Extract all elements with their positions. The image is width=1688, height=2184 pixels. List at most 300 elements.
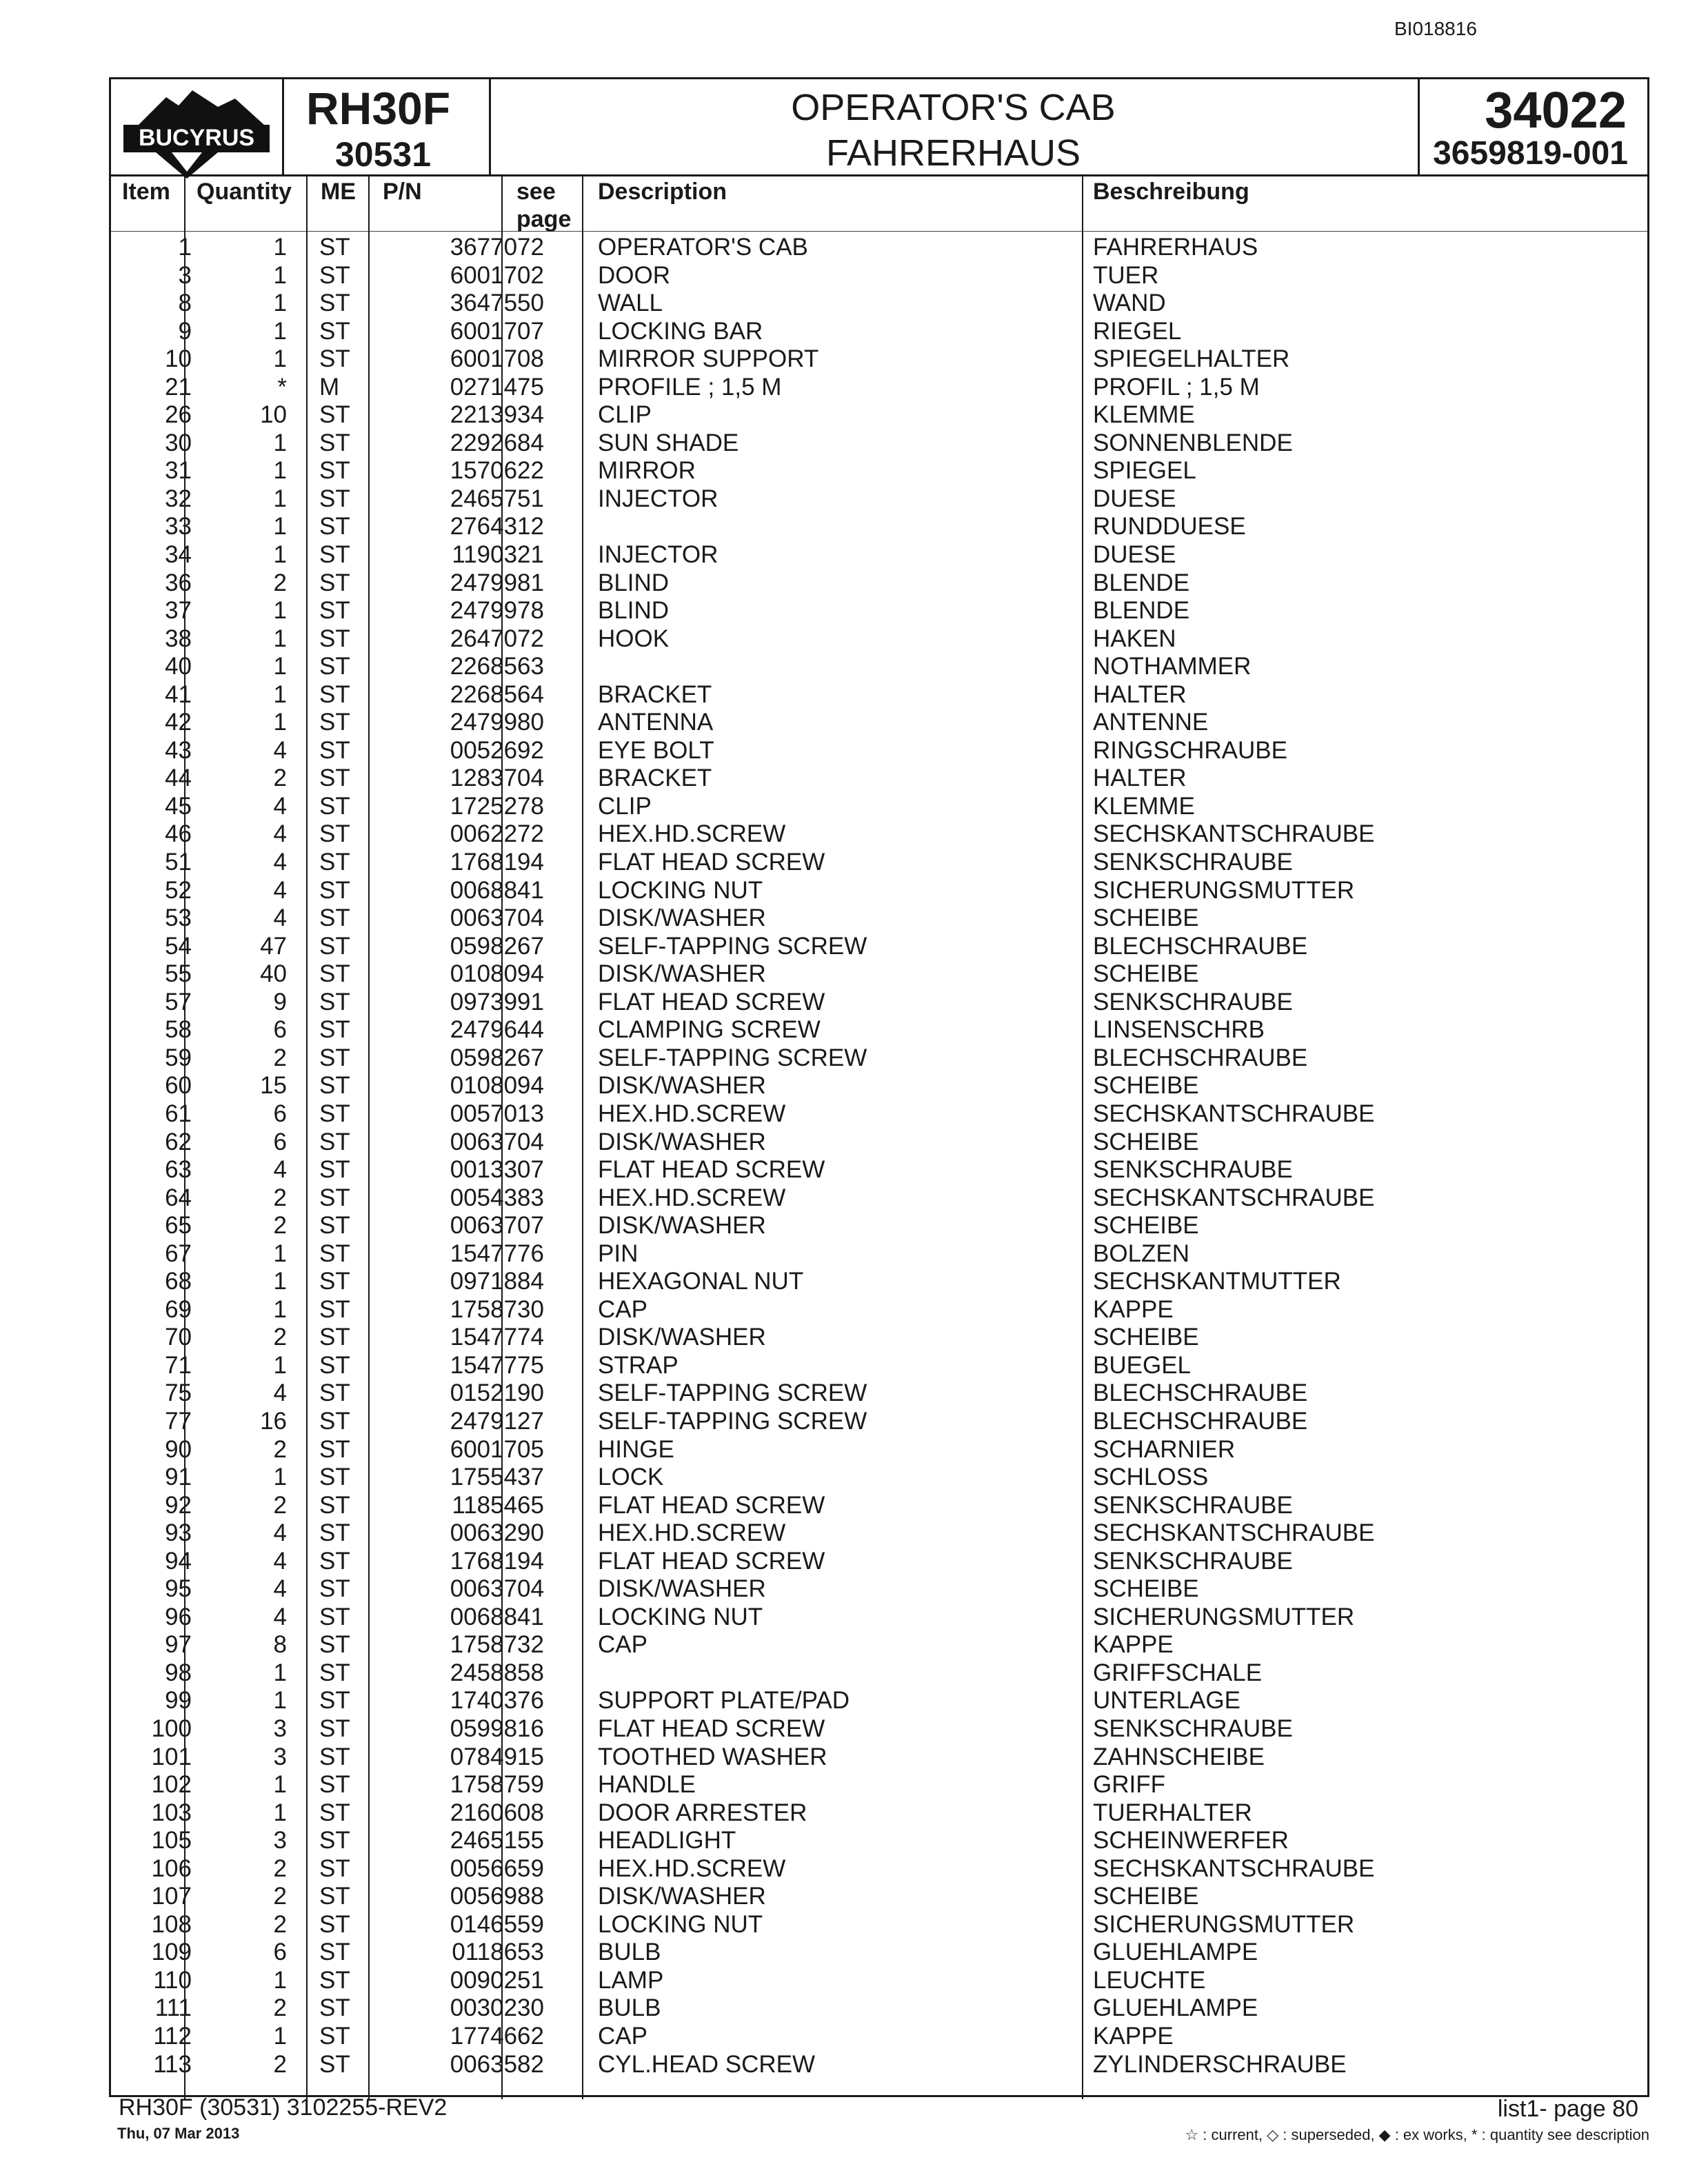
cell-pn: 0090251: [450, 1966, 544, 1994]
cell-description: LOCK: [598, 1464, 664, 1491]
cell-quantity: 4: [273, 904, 287, 932]
cell-quantity: 1: [273, 597, 287, 625]
table-row: [111, 1464, 1647, 1492]
cell-beschreibung: GLUEHLAMPE: [1093, 1994, 1258, 2022]
cell-me: ST: [319, 401, 350, 429]
table-row: [111, 485, 1647, 514]
cell-me: ST: [319, 1156, 350, 1184]
table-row: [111, 1016, 1647, 1044]
cell-description: LAMP: [598, 1966, 664, 1994]
cell-beschreibung: SCHEIBE: [1093, 1128, 1199, 1155]
cell-item: 71: [165, 1351, 192, 1379]
cell-quantity: 40: [260, 960, 287, 988]
cell-pn: 1547776: [450, 1240, 544, 1267]
cell-item: 107: [151, 1883, 192, 1910]
cell-beschreibung: SCHLOSS: [1093, 1464, 1209, 1491]
cell-pn: 1570622: [450, 457, 544, 485]
cell-pn: 6001707: [450, 317, 544, 345]
cell-beschreibung: LINSENSCHRB: [1093, 1016, 1265, 1044]
cell-beschreibung: SPIEGELHALTER: [1093, 345, 1290, 373]
cell-me: ST: [319, 1715, 350, 1742]
cell-beschreibung: LEUCHTE: [1093, 1966, 1206, 1994]
table-row: [111, 1268, 1647, 1296]
cell-item: 58: [165, 1016, 192, 1044]
cell-item: 98: [165, 1659, 192, 1686]
cell-description: HEXAGONAL NUT: [598, 1268, 804, 1295]
cell-item: 34: [165, 541, 192, 569]
cell-me: ST: [319, 317, 350, 345]
cell-description: HEX.HD.SCREW: [598, 1854, 786, 1882]
cell-quantity: 1: [273, 1771, 287, 1799]
cell-pn: 2268564: [450, 680, 544, 708]
cell-me: ST: [319, 1827, 350, 1854]
cell-description: DISK/WASHER: [598, 1072, 766, 1100]
cell-beschreibung: KLEMME: [1093, 792, 1195, 820]
cell-description: CAP: [598, 2023, 647, 2050]
table-row: [111, 849, 1647, 877]
cell-me: ST: [319, 1184, 350, 1211]
cell-description: LOCKING BAR: [598, 317, 763, 345]
table-row: [111, 1604, 1647, 1632]
cell-item: 44: [165, 765, 192, 792]
cell-item: 93: [165, 1519, 192, 1547]
title-german: FAHRERHAUS: [825, 132, 1081, 174]
table-row: [111, 1492, 1647, 1520]
cell-item: 109: [151, 1939, 192, 1966]
cell-pn: 0056988: [450, 1883, 544, 1910]
cell-item: 92: [165, 1491, 192, 1519]
cell-description: CAP: [598, 1631, 647, 1659]
cell-item: 100: [151, 1715, 192, 1742]
cell-quantity: 1: [273, 653, 287, 680]
cell-quantity: 1: [273, 625, 287, 652]
cell-item: 59: [165, 1044, 192, 1071]
cell-pn: 0063704: [450, 904, 544, 932]
cell-pn: 0108094: [450, 960, 544, 988]
cell-quantity: 15: [260, 1072, 287, 1100]
cell-beschreibung: SECHSKANTSCHRAUBE: [1093, 1184, 1375, 1211]
table-row: [111, 262, 1647, 290]
cell-me: M: [319, 373, 340, 401]
footer-page: list1- page 80: [1497, 2096, 1638, 2122]
cell-item: 64: [165, 1184, 192, 1211]
table-row: [111, 513, 1647, 541]
cell-quantity: 4: [273, 1603, 287, 1630]
cell-item: 9: [178, 317, 192, 345]
cell-description: TOOTHED WASHER: [598, 1743, 827, 1770]
cell-item: 113: [153, 2050, 192, 2078]
cell-pn: 0598267: [450, 1044, 544, 1071]
divider: [282, 79, 284, 174]
table-row: [111, 374, 1647, 402]
cell-pn: 2465155: [450, 1827, 544, 1854]
col-header-see: see: [516, 179, 556, 205]
parts-table-body: [111, 234, 1647, 2079]
cell-description: HINGE: [598, 1435, 674, 1463]
cell-description: WALL: [598, 290, 663, 317]
cell-beschreibung: KAPPE: [1093, 2023, 1174, 2050]
cell-quantity: 9: [273, 988, 287, 1015]
cell-beschreibung: UNTERLAGE: [1093, 1687, 1240, 1715]
cell-me: ST: [319, 736, 350, 764]
cell-description: DOOR: [598, 261, 670, 289]
table-row: [111, 1659, 1647, 1688]
cell-description: HEX.HD.SCREW: [598, 1519, 786, 1547]
cell-pn: 1768194: [450, 1547, 544, 1575]
table-row: [111, 1687, 1647, 1715]
cell-description: INJECTOR: [598, 541, 719, 569]
cell-beschreibung: RIEGEL: [1093, 317, 1182, 345]
cell-quantity: 2: [273, 1324, 287, 1351]
cell-item: 111: [154, 1994, 192, 2022]
cell-beschreibung: SCHEIBE: [1093, 904, 1199, 932]
cell-pn: 6001705: [450, 1435, 544, 1463]
cell-beschreibung: KAPPE: [1093, 1295, 1174, 1323]
cell-description: CYL.HEAD SCREW: [598, 2050, 816, 2078]
cell-item: 42: [165, 709, 192, 736]
cell-description: LOCKING NUT: [598, 1603, 763, 1630]
cell-beschreibung: WAND: [1093, 290, 1166, 317]
cell-description: SELF-TAPPING SCREW: [598, 1407, 867, 1435]
cell-beschreibung: SICHERUNGSMUTTER: [1093, 1603, 1355, 1630]
cell-quantity: 2: [273, 2050, 287, 2078]
cell-description: STRAP: [598, 1351, 679, 1379]
cell-beschreibung: SECHSKANTSCHRAUBE: [1093, 1100, 1375, 1127]
cell-pn: 0068841: [450, 876, 544, 904]
cell-me: ST: [319, 625, 350, 652]
cell-quantity: 1: [273, 1659, 287, 1686]
cell-pn: 0013307: [450, 1156, 544, 1184]
cell-pn: 1740376: [450, 1687, 544, 1715]
col-header-me: ME: [321, 179, 356, 205]
cell-description: DISK/WASHER: [598, 1128, 766, 1155]
cell-description: OPERATOR'S CAB: [598, 234, 808, 261]
cell-quantity: 4: [273, 1519, 287, 1547]
cell-pn: 0056659: [450, 1854, 544, 1882]
table-row: [111, 1129, 1647, 1157]
cell-me: ST: [319, 792, 350, 820]
cell-pn: 0271475: [450, 373, 544, 401]
table-row: [111, 709, 1647, 737]
cell-beschreibung: DUESE: [1093, 541, 1176, 569]
cell-description: HEX.HD.SCREW: [598, 1184, 786, 1211]
cell-item: 3: [178, 261, 192, 289]
cell-me: ST: [319, 1268, 350, 1295]
cell-beschreibung: SCHEIBE: [1093, 1575, 1199, 1603]
cell-me: ST: [319, 261, 350, 289]
cell-beschreibung: SICHERUNGSMUTTER: [1093, 876, 1355, 904]
cell-pn: 2479644: [450, 1016, 544, 1044]
cell-me: ST: [319, 429, 350, 456]
cell-quantity: 4: [273, 849, 287, 876]
cell-me: ST: [319, 290, 350, 317]
cell-me: ST: [319, 485, 350, 512]
cell-quantity: 1: [273, 429, 287, 456]
cell-item: 77: [165, 1407, 192, 1435]
cell-quantity: 6: [273, 1128, 287, 1155]
cell-me: ST: [319, 1351, 350, 1379]
cell-me: ST: [319, 1659, 350, 1686]
cell-quantity: 1: [273, 317, 287, 345]
cell-quantity: 1: [273, 1464, 287, 1491]
cell-quantity: 3: [273, 1715, 287, 1742]
cell-beschreibung: SENKSCHRAUBE: [1093, 1491, 1293, 1519]
table-row: [111, 1100, 1647, 1129]
cell-item: 94: [165, 1547, 192, 1575]
cell-pn: 2160608: [450, 1799, 544, 1826]
cell-quantity: 1: [273, 1240, 287, 1267]
divider: [1418, 79, 1420, 174]
cell-pn: 0063704: [450, 1575, 544, 1603]
cell-item: 52: [165, 876, 192, 904]
cell-quantity: 6: [273, 1016, 287, 1044]
cell-quantity: 4: [273, 876, 287, 904]
cell-quantity: *: [277, 373, 287, 401]
cell-description: SUN SHADE: [598, 429, 739, 456]
cell-item: 36: [165, 569, 192, 596]
cell-quantity: 1: [273, 680, 287, 708]
model-number: RH30F: [306, 83, 451, 134]
cell-item: 90: [165, 1435, 192, 1463]
cell-description: FLAT HEAD SCREW: [598, 1547, 825, 1575]
cell-item: 55: [165, 960, 192, 988]
cell-item: 96: [165, 1603, 192, 1630]
cell-beschreibung: BLENDE: [1093, 569, 1190, 596]
cell-pn: 2479978: [450, 597, 544, 625]
svg-text:BUCYRUS: BUCYRUS: [138, 125, 255, 151]
cell-item: 75: [165, 1379, 192, 1407]
cell-beschreibung: ANTENNE: [1093, 709, 1209, 736]
cell-item: 91: [165, 1464, 192, 1491]
cell-beschreibung: BLECHSCHRAUBE: [1093, 932, 1308, 960]
cell-me: ST: [319, 932, 350, 960]
table-row: [111, 1743, 1647, 1772]
cell-pn: 1725278: [450, 792, 544, 820]
cell-item: 68: [165, 1268, 192, 1295]
cell-me: ST: [319, 1799, 350, 1826]
cell-beschreibung: SCHEIBE: [1093, 1883, 1199, 1910]
cell-me: ST: [319, 2023, 350, 2050]
table-row: [111, 1575, 1647, 1604]
cell-description: DISK/WASHER: [598, 1575, 766, 1603]
column-header-divider: [111, 231, 1647, 232]
cell-item: 99: [165, 1687, 192, 1715]
group-part-number: 3659819-001: [1433, 135, 1628, 172]
cell-pn: 1758730: [450, 1295, 544, 1323]
table-row: [111, 429, 1647, 458]
cell-quantity: 1: [273, 1799, 287, 1826]
table-row: [111, 1519, 1647, 1548]
cell-pn: 1547774: [450, 1324, 544, 1351]
table-row: [111, 1044, 1647, 1073]
cell-description: BRACKET: [598, 680, 712, 708]
cell-quantity: 2: [273, 1491, 287, 1519]
cell-item: 26: [165, 401, 192, 429]
cell-me: ST: [319, 1603, 350, 1630]
cell-beschreibung: SECHSKANTMUTTER: [1093, 1268, 1341, 1295]
cell-quantity: 4: [273, 736, 287, 764]
cell-me: ST: [319, 988, 350, 1015]
cell-me: ST: [319, 1994, 350, 2022]
cell-beschreibung: SENKSCHRAUBE: [1093, 1715, 1293, 1742]
cell-description: DISK/WASHER: [598, 904, 766, 932]
table-row: [111, 1184, 1647, 1213]
cell-quantity: 2: [273, 1910, 287, 1938]
cell-beschreibung: SENKSCHRAUBE: [1093, 1156, 1293, 1184]
cell-pn: 2479981: [450, 569, 544, 596]
cell-me: ST: [319, 2050, 350, 2078]
cell-item: 37: [165, 597, 192, 625]
table-row: [111, 1408, 1647, 1436]
cell-description: HEX.HD.SCREW: [598, 820, 786, 848]
cell-item: 30: [165, 429, 192, 456]
cell-description: BULB: [598, 1939, 661, 1966]
cell-me: ST: [319, 597, 350, 625]
cell-description: CLIP: [598, 792, 652, 820]
cell-pn: 1190321: [452, 541, 544, 569]
cell-quantity: 1: [273, 2023, 287, 2050]
cell-description: CLAMPING SCREW: [598, 1016, 821, 1044]
cell-item: 69: [165, 1295, 192, 1323]
cell-beschreibung: KLEMME: [1093, 401, 1195, 429]
cell-me: ST: [319, 1547, 350, 1575]
table-row: [111, 1352, 1647, 1380]
cell-beschreibung: TUER: [1093, 261, 1159, 289]
cell-me: ST: [319, 960, 350, 988]
table-row: [111, 989, 1647, 1017]
cell-pn: 0063582: [450, 2050, 544, 2078]
table-row: [111, 1296, 1647, 1324]
bucyrus-logo: [118, 85, 275, 180]
cell-description: FLAT HEAD SCREW: [598, 849, 825, 876]
table-row: [111, 960, 1647, 989]
footer-date: Thu, 07 Mar 2013: [117, 2125, 240, 2142]
cell-me: ST: [319, 513, 350, 540]
footer-reference: RH30F (30531) 3102255-REV2: [119, 2094, 448, 2121]
cell-me: ST: [319, 1240, 350, 1267]
cell-beschreibung: SCHEIBE: [1093, 1324, 1199, 1351]
cell-description: BRACKET: [598, 765, 712, 792]
cell-me: ST: [319, 1379, 350, 1407]
cell-quantity: 2: [273, 1212, 287, 1240]
cell-quantity: 1: [273, 457, 287, 485]
cell-pn: 6001708: [450, 345, 544, 373]
cell-quantity: 1: [273, 485, 287, 512]
cell-me: ST: [319, 680, 350, 708]
cell-me: ST: [319, 1295, 350, 1323]
cell-pn: 1185465: [452, 1491, 544, 1519]
cell-pn: 0057013: [450, 1100, 544, 1127]
cell-beschreibung: GRIFF: [1093, 1771, 1165, 1799]
cell-quantity: 4: [273, 1156, 287, 1184]
cell-pn: 0118653: [452, 1939, 544, 1966]
cell-quantity: 2: [273, 569, 287, 596]
title-english: OPERATOR'S CAB: [791, 87, 1116, 128]
cell-item: 21: [165, 373, 192, 401]
cell-beschreibung: SECHSKANTSCHRAUBE: [1093, 1519, 1375, 1547]
col-header-quantity: Quantity: [197, 179, 292, 205]
cell-beschreibung: SPIEGEL: [1093, 457, 1196, 485]
cell-beschreibung: SCHEIBE: [1093, 1072, 1199, 1100]
table-row: [111, 653, 1647, 681]
table-row: [111, 1883, 1647, 1911]
cell-me: ST: [319, 1687, 350, 1715]
cell-item: 41: [165, 680, 192, 708]
cell-description: HOOK: [598, 625, 670, 652]
cell-beschreibung: ZAHNSCHEIBE: [1093, 1743, 1265, 1770]
table-row: [111, 1994, 1647, 2023]
cell-beschreibung: BOLZEN: [1093, 1240, 1190, 1267]
cell-description: MIRROR: [598, 457, 696, 485]
cell-quantity: 1: [273, 261, 287, 289]
cell-beschreibung: KAPPE: [1093, 1631, 1174, 1659]
cell-item: 62: [165, 1128, 192, 1155]
cell-beschreibung: SCHEIBE: [1093, 960, 1199, 988]
cell-beschreibung: RINGSCHRAUBE: [1093, 736, 1287, 764]
cell-beschreibung: HALTER: [1093, 765, 1187, 792]
cell-description: HEX.HD.SCREW: [598, 1100, 786, 1127]
cell-description: INJECTOR: [598, 485, 719, 512]
cell-me: ST: [319, 653, 350, 680]
cell-beschreibung: FAHRERHAUS: [1093, 234, 1258, 261]
cell-me: ST: [319, 820, 350, 848]
cell-beschreibung: NOTHAMMER: [1093, 653, 1252, 680]
cell-description: DISK/WASHER: [598, 1212, 766, 1240]
cell-me: ST: [319, 904, 350, 932]
cell-me: ST: [319, 569, 350, 596]
cell-quantity: 6: [273, 1100, 287, 1127]
cell-pn: 2479980: [450, 709, 544, 736]
table-row: [111, 877, 1647, 905]
cell-pn: 2292684: [450, 429, 544, 456]
cell-item: 46: [165, 820, 192, 848]
cell-pn: 0599816: [450, 1715, 544, 1742]
cell-beschreibung: SENKSCHRAUBE: [1093, 988, 1293, 1015]
cell-quantity: 4: [273, 1547, 287, 1575]
cell-me: ST: [319, 457, 350, 485]
cell-item: 40: [165, 653, 192, 680]
cell-description: DISK/WASHER: [598, 1324, 766, 1351]
cell-pn: 2764312: [450, 513, 544, 540]
cell-item: 33: [165, 513, 192, 540]
serial-number: 30531: [335, 135, 432, 174]
table-row: [111, 1967, 1647, 1995]
parts-list-frame: [109, 77, 1649, 2097]
cell-pn: 3647550: [450, 290, 544, 317]
cell-beschreibung: BLECHSCHRAUBE: [1093, 1379, 1308, 1407]
table-row: [111, 1631, 1647, 1659]
cell-description: HEADLIGHT: [598, 1827, 736, 1854]
cell-me: ST: [319, 1966, 350, 1994]
table-row: [111, 1379, 1647, 1408]
cell-quantity: 2: [273, 1854, 287, 1882]
cell-quantity: 3: [273, 1827, 287, 1854]
cell-pn: 0152190: [450, 1379, 544, 1407]
cell-description: BLIND: [598, 597, 670, 625]
cell-quantity: 16: [260, 1407, 287, 1435]
table-row: [111, 2051, 1647, 2079]
table-row: [111, 234, 1647, 262]
table-row: [111, 457, 1647, 485]
cell-item: 38: [165, 625, 192, 652]
cell-me: ST: [319, 1854, 350, 1882]
cell-me: ST: [319, 1491, 350, 1519]
cell-quantity: 2: [273, 765, 287, 792]
cell-pn: 1758732: [450, 1631, 544, 1659]
table-row: [111, 1324, 1647, 1352]
cell-description: PROFILE ; 1,5 M: [598, 373, 782, 401]
table-row: [111, 1436, 1647, 1464]
